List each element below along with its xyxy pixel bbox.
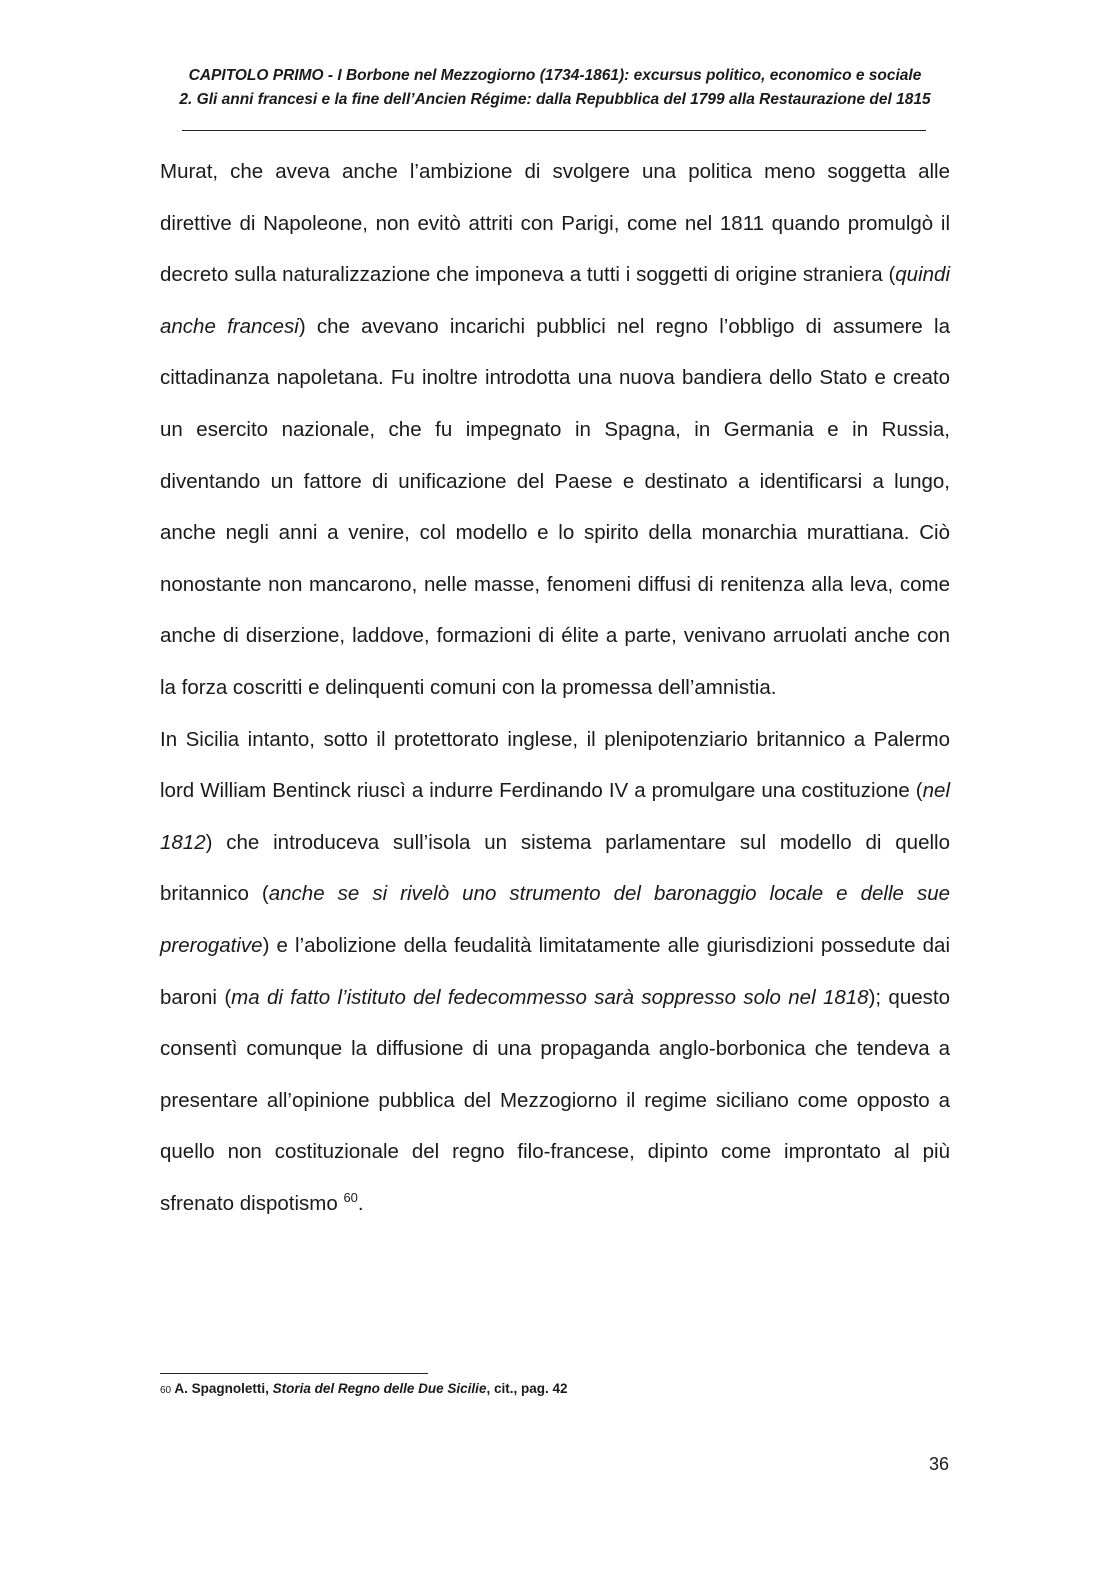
footnote: 60 A. Spagnoletti, Storia del Regno delle Due Sicilie, cit., pag. 42 — [160, 1381, 568, 1396]
page-number: 36 — [928, 1454, 949, 1474]
body-text — [160, 146, 950, 1229]
chapter-title: CAPITOLO PRIMO - I Borbone nel Mezzogiorno (1734-1861): excursus politico, economico e sociale — [188, 67, 922, 84]
footnote-number: 60 — [160, 1385, 172, 1396]
paragraph-1: Murat, che aveva anche l’ambizione di svolgere una politica meno soggetta alle direttive di Napoleone, non evitò attriti con Parigi, come nel 1811 quando promulgò il decreto sulla naturalizzazione che imponeva a tutti i soggetti di origine straniera (quindi anche francesi) che avevano incarichi pubblici nel regno l’obbligo di assumere la cittadinanza napoletana. Fu inoltre introdotta una nuova bandiera dello Stato e creato un esercito nazionale, che fu impegnato in Spagna, in Germania e in Russia, diventando un fattore di unificazione del Paese e destinato a identificarsi a lungo, anche negli anni a venire, col modello e lo spirito della monarchia murattiana. Ciò nonostante non mancarono, nelle masse, fenomeni diffusi di renitenza alla leva, come anche di diserzione, laddove, formazioni di élite a parte, venivano arruolati anche con la forza coscritti e delinquenti comuni con la promessa dell’amnistia. — [160, 160, 950, 699]
paragraph-2: In Sicilia intanto, sotto il protettorato inglese, il plenipotenziario britannico a Palermo lord William Bentinck riuscì a indurre Ferdinando IV a promulgare una costituzione (nel 1812) che introduceva sull’isola un sistema parlamentare sul modello di quello britannico (anche se si rivelò uno strumento del baronaggio locale e delle sue prerogative) e l’abolizione della feudalità limitatamente alle giurisdizioni possedute dai baroni (ma di fatto l’istituto del fedecommesso sarà soppresso solo nel 1818); questo consentì comunque la diffusione di una propaganda anglo-borbonica che tendeva a presentare all’opinione pubblica del Mezzogiorno il regime siciliano come opposto a quello non costituzionale del regno filo-francese, dipinto come improntato al più sfrenato dispotismo $^{60}$. — [160, 727, 950, 1215]
running-header — [160, 64, 950, 112]
footnote-rule — [160, 1373, 428, 1374]
footnote-reference: 60 — [343, 1189, 358, 1205]
section-title: 2. Gli anni francesi e la fine dell’Ancien Régime: dalla Repubblica del 1799 alla Restaurazione del 1815 — [179, 91, 931, 108]
footnote-book-title: Storia del Regno delle Due Sicilie — [272, 1381, 487, 1396]
header-rule — [182, 130, 926, 131]
